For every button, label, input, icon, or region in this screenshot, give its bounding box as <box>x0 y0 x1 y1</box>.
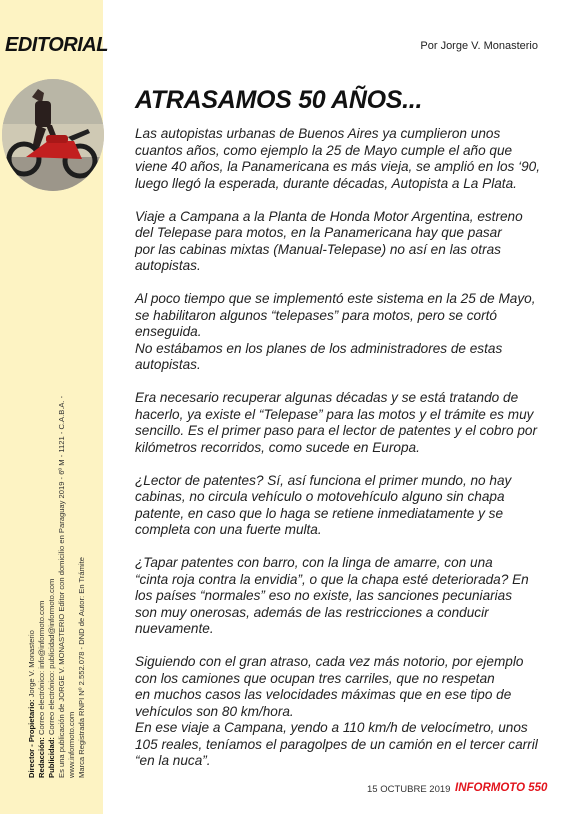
article-paragraph: Al poco tiempo que se implementó este sistema en la 25 de Mayo, se habilitaron algunos “telepases” para motos, pero se cortó enseguida. No estábamos en los planes de los administradores de estas autopistas. <box>135 291 536 372</box>
colophon-redaccion: Redacción: Correo electrónico: info@informoto.com <box>37 600 46 778</box>
article-paragraph: Era necesario recuperar algunas décadas y se está tratando de hacerlo, ya existe el “Telepase” para las motos y el trámite es muy sencillo. Es el primer paso para el lector de patentes y el cobro por kilómetros recorridos, como sucede en Europa. <box>135 390 537 455</box>
colophon-director: Director - Propietario: Jorge V. Monasterio <box>27 630 36 778</box>
article-paragraph: Las autopistas urbanas de Buenos Aires ya cumplieron unos cuantos años, como ejemplo la 25 de Mayo cumple el año que viene 40 años, la Panamericana es más vieja, se amplió en los ‘90, luego llegó la esperada, durante décadas, Autopista a La Plata. <box>135 126 541 191</box>
colophon <box>27 238 87 778</box>
colophon-website: www.informoto.com <box>67 711 76 778</box>
article-paragraph: ¿Tapar patentes con barro, con la linga de amarre, con una “cinta roja contra la envidia”, o que la chapa esté deteriorada? En los países “normales” eso no existe, las sanciones pecuniarias son muy onerosas, además de las restricciones a conducir nuevamente. <box>135 555 529 636</box>
colophon-publisher: Es una publicación de JORGE V. MONASTERIO Editor con domicilio en Paraguay 2019 - 6º M - 1121 - C.A.B.A. - <box>57 395 66 778</box>
author-motorcycle-photo <box>2 79 104 191</box>
colophon-publicidad: Publicidad: Correo electrónico: publicidad@informoto.com <box>47 578 56 778</box>
article-body <box>135 126 555 786</box>
magazine-issue: INFORMOTO 550 <box>455 782 548 794</box>
issue-date: 15 OCTUBRE 2019 <box>367 784 451 795</box>
colophon-registration: Marca Registrada RNPI Nº 2.552.078 - DND de Autor: En Trámite <box>77 557 86 778</box>
article-paragraph: Viaje a Campana a la Planta de Honda Motor Argentina, estreno del Telepase para motos, en la Panamericana hay que pasar por las cabinas mixtas (Manual-Telepase) no así en las otras autopistas. <box>135 208 523 273</box>
article-title: ATRASAMOS 50 AÑOS... <box>135 86 423 114</box>
byline: Por Jorge V. Monasterio <box>420 40 538 52</box>
section-label: EDITORIAL <box>5 34 108 56</box>
article-paragraph: Siguiendo con el gran atraso, cada vez más notorio, por ejemplo con los camiones que ocupan tres carriles, que no respetan en muchos casos las velocidades máximas que en ese tipo de vehículos son 80 km/hora. En ese viaje a Campana, yendo a 110 km/h de velocímetro, unos 105 reales, teníamos el paragolpes de un camión en el tercer carril “en la nuca”. <box>135 654 538 768</box>
motorcycle-rider-image <box>2 79 104 191</box>
article-paragraph: ¿Lector de patentes? Sí, así funciona el primer mundo, no hay cabinas, no circula vehículo o motovehículo alguno sin chapa patente, en caso que lo haga se retiene inmediatamente y se completa con una fuerte multa. <box>135 472 512 537</box>
